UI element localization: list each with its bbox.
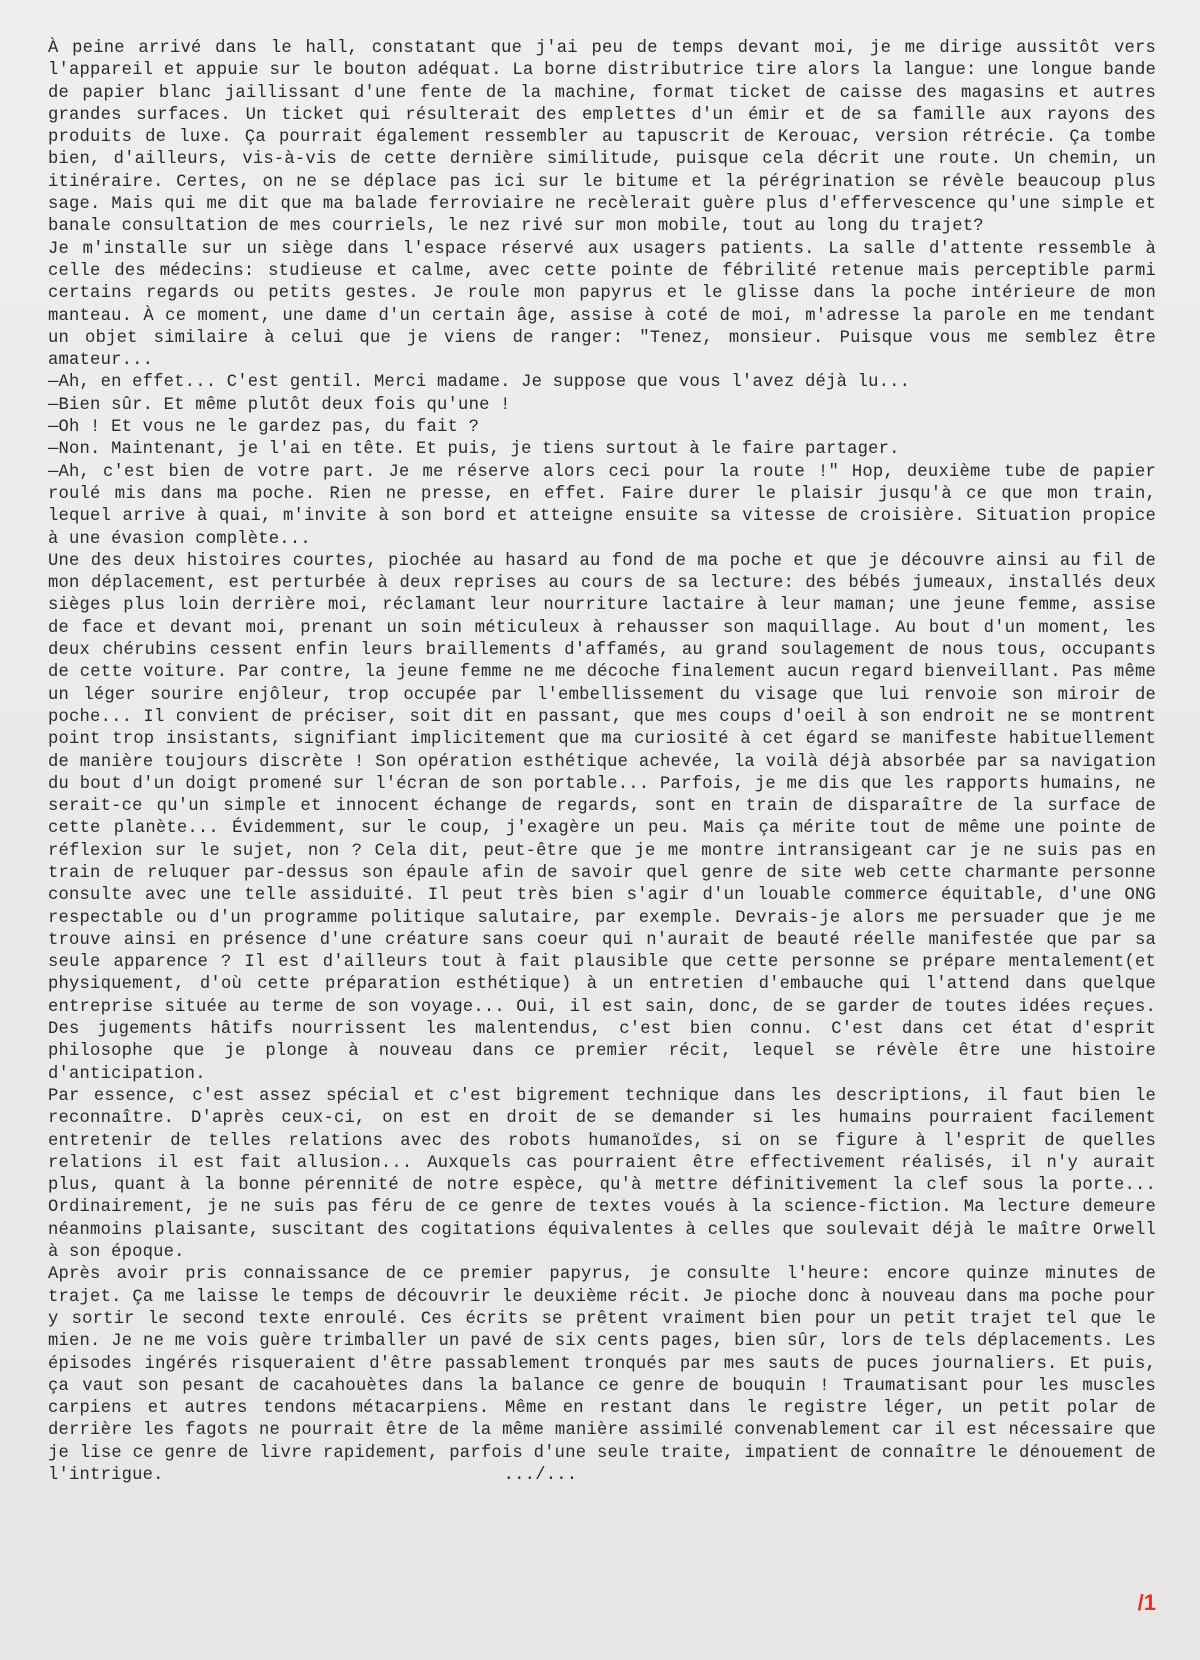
continuation-mark: .../... (503, 1466, 578, 1485)
paragraph-train: Une des deux histoires courtes, piochée au hasard au fond de ma poche et que je découvre ainsi au fil de mon déplacement, est perturbée à deux reprises au cours de sa lecture: des bébés jumeaux, installés deux sièges plus loin derrière moi, réclamant leur nourriture lactaire à leur maman; une jeune femme, assise de face et devant moi, prenant un soin méticuleux à rehausser son maquillage. Au bout d'un moment, les deux chérubins cessent enfin leurs braillements d'affamés, au grand soulagement de nous tous, occupants de cette voiture. Par contre, la jeune femme ne me décoche finalement aucun regard bienveillant. Pas même un léger sourire enjôleur, trop occupée par l'embellissement du visage que lui renvoie son miroir de poche... Il convient de préciser, soit dit en passant, que mes coups d'oeil à son endroit ne se montrent point trop insistants, signifiant implicitement que ma curiosité à cet égard se manifeste habituellement de manière toujours discrète ! Son opération esthétique achevée, la voilà déjà absorbée par sa navigation du bout d'un doigt promené sur l'écran de son portable... Parfois, je me dis que les rapports humains, ne serait-ce qu'un simple et innocent échange de regards, sont en train de disparaître de la surface de cette planète... Évidemment, sur le coup, j'exagère un peu. Mais ça mérite tout de même une pointe de réflexion sur le sujet, non ? Cela dit, peut-être que je me montre intransigeant car je ne suis pas en train de reluquer par-dessus son épaule afin de savoir quel genre de site web cette charmante personne consulte avec une telle assiduité. Il peut très bien s'agir d'un louable commerce équitable, d'une ONG respectable ou d'un programme politique salutaire, par exemple. Devrais-je alors me persuader que je me trouve ainsi en présence d'une créature sans coeur qui n'aurait de beauté réelle manifestée que par sa seule apparence ? Il est d'ailleurs tout à fait plausible que cette personne se prépare mentalement(et physiquement, d'où cette préparation esthétique) à un entretien d'embauche qui l'attend dans quelque entreprise située au terme de son voyage... Oui, il est sain, donc, de se garder de toutes idées reçues. Des jugements hâtifs nourrissent les malentendus, c'est bien connu. C'est dans cet état d'esprit philosophe que je plonge à nouveau dans ce premier récit, lequel se révèle être une histoire d'anticipation. (48, 551, 1156, 1084)
dialogue-final: —Ah, c'est bien de votre part. Je me réserve alors ceci pour la route !" Hop, deuxième tube de papier roulé mis dans ma poche. Rien ne presse, en effet. Faire durer le plaisir jusqu'à ce que mon train, lequel arrive à quai, m'invite à son bord et atteigne ensuite sa vitesse de croisière. Situation propice à une évasion complète... (48, 462, 1156, 549)
paragraph-second-papyrus (48, 1264, 1156, 1487)
page-number: /1 (1137, 1590, 1156, 1615)
paragraph-second-papyrus-text: Après avoir pris connaissance de ce premier papyrus, je consulte l'heure: encore quinze minutes de trajet. Ça me laisse le temps de découvrir le deuxième récit. Je pioche donc à nouveau dans ma poche pour y sortir le second texte enroulé. Ces écrits se prêtent vraiment bien pour un petit trajet tel que le mien. Je ne me vois guère trimballer un pavé de six cents pages, bien sûr, lors de tels déplacements. Les épisodes ingérés risqueraient d'être passablement tronqués par mes sauts de puces journaliers. Et puis, ça vaut son pesant de cacahouètes dans la balance ce genre de bouquin ! Traumatisant pour les muscles carpiens et autres tendons métacarpiens. Même en restant dans le registre léger, un petit polar de derrière les fagots ne pourrait être de la même manière assimilé convenablement car il est nécessaire que je lise ce genre de livre rapidement, parfois d'une seule traite, impatient de connaître le dénouement de l'intrigue. (48, 1265, 1156, 1485)
paragraph-hall: À peine arrivé dans le hall, constatant que j'ai peu de temps devant moi, je me dirige aussitôt vers l'appareil et appuie sur le bouton adéquat. La borne distributrice tire alors la langue: une longue bande de papier blanc jaillissant d'une fente de la machine, format ticket de caisse des magasins et autres grandes surfaces. Un ticket qui résulterait des emplettes d'un émir et de sa famille aux rayons des produits de luxe. Ça pourrait également ressembler au tapuscrit de Kerouac, version rétrécie. Ça tombe bien, d'ailleurs, vis-à-vis de cette dernière similitude, puisque cela décrit une route. Un chemin, un itinéraire. Certes, on ne se déplace pas ici sur le bitume et la pérégrination se révèle beaucoup plus sage. Mais qui me dit que ma balade ferroviaire ne recèlerait guère plus d'effervescence qu'une simple et banale consultation de mes courriels, le nez rivé sur mon mobile, tout au long du trajet? (48, 39, 1156, 237)
dialogue-line-1: —Ah, en effet... C'est gentil. Merci madame. Je suppose que vous l'avez déjà lu... (48, 373, 911, 393)
body-text (48, 38, 1156, 1487)
dialogue-line-4: —Non. Maintenant, je l'ai en tête. Et puis, je tiens surtout à le faire partager. (48, 440, 900, 460)
dialogue-line-2: —Bien sûr. Et même plutôt deux fois qu'une ! (48, 395, 511, 415)
paragraph-waiting-room: Je m'installe sur un siège dans l'espace réservé aux usagers patients. La salle d'attente ressemble à celle des médecins: studieuse et calme, avec cette pointe de fébrilité retenue mais perceptible parmi certains regards ou petits gestes. Je roule mon papyrus et le glisse dans la poche intérieure de mon manteau. À ce moment, une dame d'un certain âge, assise à coté de moi, m'adresse la parole en me tendant un objet similaire à celui que je viens de ranger: "Tenez, monsieur. Puisque vous me semblez être amateur... (48, 239, 1156, 371)
dialogue-line-3: —Oh ! Et vous ne le gardez pas, du fait ? (48, 418, 480, 438)
paragraph-essence: Par essence, c'est assez spécial et c'est bigrement technique dans les descriptions, il faut bien le reconnaître. D'après ceux-ci, on est en droit de se demander si les humains pourraient facilement entretenir de telles relations avec des robots humanoïdes, si on se figure à l'esprit de quelles relations il est fait allusion... Auxquels cas pourraient être effectivement réalisés, il n'y aurait plus, quant à la bonne pérennité de notre espèce, qu'à mettre définitivement la clef sous la porte... Ordinairement, je ne suis pas féru de ce genre de textes voués à la science-fiction. Ma lecture demeure néanmoins plaisante, suscitant des cogitations équivalentes à celles que soulevait déjà le maître Orwell à son époque. (48, 1086, 1156, 1263)
